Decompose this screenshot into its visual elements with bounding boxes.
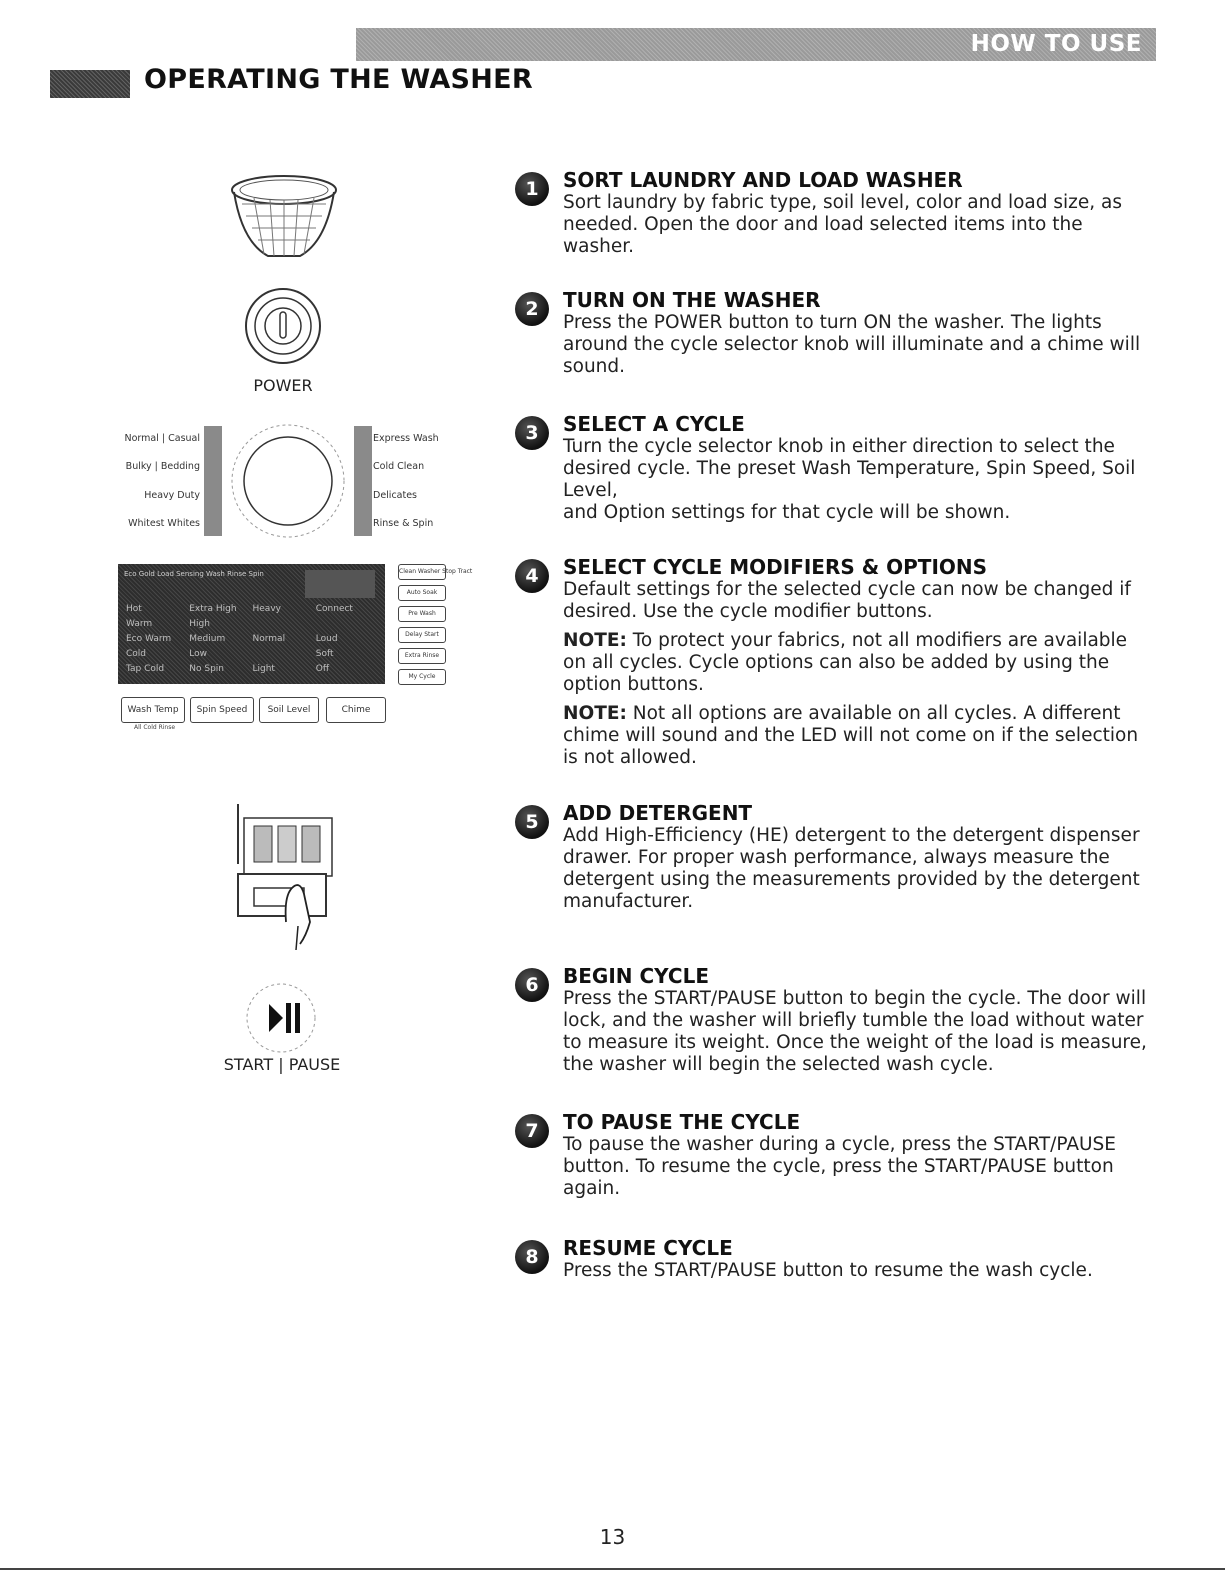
step-title: BEGIN CYCLE [563, 964, 709, 988]
step-body: To pause the washer during a cycle, press the START/PAUSE button. To resume the cycle, press the START/PAUSE button again. [563, 1134, 1116, 1199]
detergent-drawer-icon [228, 804, 340, 950]
setting-label: Eco Warm [126, 634, 172, 644]
panel-row [126, 664, 379, 678]
setting-label: Light [252, 664, 275, 674]
setting-label: No Spin [189, 664, 224, 674]
step-body: Press the START/PAUSE button to resume the wash cycle. [563, 1260, 1093, 1281]
cycle-label: Whitest Whites [128, 518, 200, 529]
modifier-button: Spin Speed [190, 697, 254, 723]
bottom-rule [0, 1568, 1225, 1570]
step-body: Turn the cycle selector knob in either direction to select the desired cycle. The preset Wash Temperature, Spin Speed, Soil Level, [563, 436, 1136, 501]
step-5 [515, 801, 1155, 913]
laundry-basket-icon [228, 172, 340, 262]
step-3 [515, 412, 1155, 524]
control-panel [118, 564, 385, 684]
note-label: NOTE: [563, 703, 627, 724]
setting-label: Extra High [189, 604, 237, 614]
power-label: POWER [253, 376, 313, 395]
step-number: 2 [515, 292, 549, 326]
step-number: 8 [515, 1240, 549, 1274]
option-button: Extra Rinse [398, 648, 446, 664]
option-button: Clean Washer Stop Tract [398, 564, 446, 580]
page-number: 13 [599, 1525, 626, 1549]
note-text: Not all options are available on all cycles. A different chime will sound and the LED will not come on if the selection is not allowed. [563, 703, 1139, 768]
step-title: SELECT A CYCLE [563, 412, 745, 436]
step-number: 1 [515, 172, 549, 206]
option-button: My Cycle [398, 669, 446, 685]
cycle-label: Express Wash [373, 433, 439, 444]
cycle-label: Heavy Duty [144, 490, 200, 501]
option-button: Delay Start [398, 627, 446, 643]
step-body-continued: and Option settings for that cycle will be shown. [563, 502, 1011, 523]
cycle-selector-knob-icon [204, 420, 372, 542]
panel-top-label: Eco Gold Load Sensing Wash Rinse Spin [124, 570, 264, 578]
step-number: 5 [515, 805, 549, 839]
setting-label: Tap Cold [126, 664, 165, 674]
setting-label: Warm [126, 619, 153, 629]
step-number: 3 [515, 416, 549, 450]
cycle-label: Bulky | Bedding [125, 461, 200, 472]
panel-row [126, 604, 379, 618]
step-6 [515, 964, 1155, 1076]
step-title: ADD DETERGENT [563, 801, 753, 825]
power-button-icon [243, 286, 323, 366]
step-body: Press the START/PAUSE button to begin the cycle. The door will lock, and the washer will briefly tumble the load without water to measure its weight. Once the weight of the load is measure, the washer will begin the selected wash cycle. [563, 988, 1147, 1075]
setting-label: Heavy [252, 604, 281, 614]
note [563, 630, 1155, 696]
modifier-button: Soil Level [259, 697, 319, 723]
setting-label: Medium [189, 634, 226, 644]
step-title: RESUME CYCLE [563, 1236, 733, 1260]
cycle-label: Normal | Casual [124, 433, 200, 444]
cycle-label: Rinse & Spin [373, 518, 434, 529]
step-4 [515, 555, 1155, 769]
section-banner [356, 28, 1156, 61]
cycle-label: Delicates [373, 490, 418, 501]
setting-label: Soft [315, 649, 334, 659]
step-body: Press the POWER button to turn ON the washer. The lights around the cycle selector knob will illuminate and a chime will sound. [563, 312, 1141, 377]
step-body: Sort laundry by fabric type, soil level, color and load size, as needed. Open the door and load selected items into the washer. [563, 192, 1122, 257]
setting-label: Low [189, 649, 207, 659]
setting-label: Off [315, 664, 330, 674]
step-title: SELECT CYCLE MODIFIERS & OPTIONS [563, 555, 988, 579]
page-title: OPERATING THE WASHER [144, 64, 533, 95]
step-number: 6 [515, 968, 549, 1002]
step-title: TO PAUSE THE CYCLE [563, 1110, 801, 1134]
step-number: 4 [515, 559, 549, 593]
panel-row [126, 634, 379, 648]
modifier-button: Chime [326, 697, 386, 723]
start-pause-icon [243, 980, 319, 1056]
setting-label [253, 649, 316, 663]
setting-label: High [189, 619, 210, 629]
step-title: SORT LAUNDRY AND LOAD WASHER [563, 168, 963, 192]
note-text: To protect your fabrics, not all modifiers are available on all cycles. Cycle options can also be added by using the option buttons. [563, 630, 1128, 695]
step-1 [515, 168, 1155, 258]
setting-label [253, 619, 316, 633]
step-2 [515, 288, 1155, 378]
step-number: 7 [515, 1114, 549, 1148]
title-marker [50, 70, 130, 98]
panel-row [126, 619, 379, 633]
step-title: TURN ON THE WASHER [563, 288, 821, 312]
step-7 [515, 1110, 1155, 1200]
step-body: Add High-Efficiency (HE) detergent to the detergent dispenser drawer. For proper wash performance, always measure the detergent using the measurements provided by the detergent manufacturer. [563, 825, 1140, 912]
setting-label [316, 619, 379, 633]
setting-label: Loud [315, 634, 338, 644]
note-label: NOTE: [563, 630, 627, 651]
start-pause-label: START | PAUSE [223, 1055, 341, 1074]
option-button: Auto Soak [398, 585, 446, 601]
setting-label: Cold [126, 649, 147, 659]
section-label: HOW TO USE [970, 31, 1142, 57]
setting-label: Normal [252, 634, 286, 644]
note [563, 703, 1155, 769]
step-body: Default settings for the selected cycle can now be changed if desired. Use the cycle modifier buttons. [563, 579, 1131, 622]
panel-row [126, 649, 379, 663]
setting-label: Connect [315, 604, 353, 614]
step-8 [515, 1236, 1155, 1282]
modifier-button: Wash Temp [121, 697, 185, 723]
modifier-sublabel: All Cold Rinse [134, 724, 176, 731]
panel-display [305, 570, 375, 598]
cycle-label: Cold Clean [373, 461, 425, 472]
option-button: Pre Wash [398, 606, 446, 622]
setting-label: Hot [126, 604, 142, 614]
